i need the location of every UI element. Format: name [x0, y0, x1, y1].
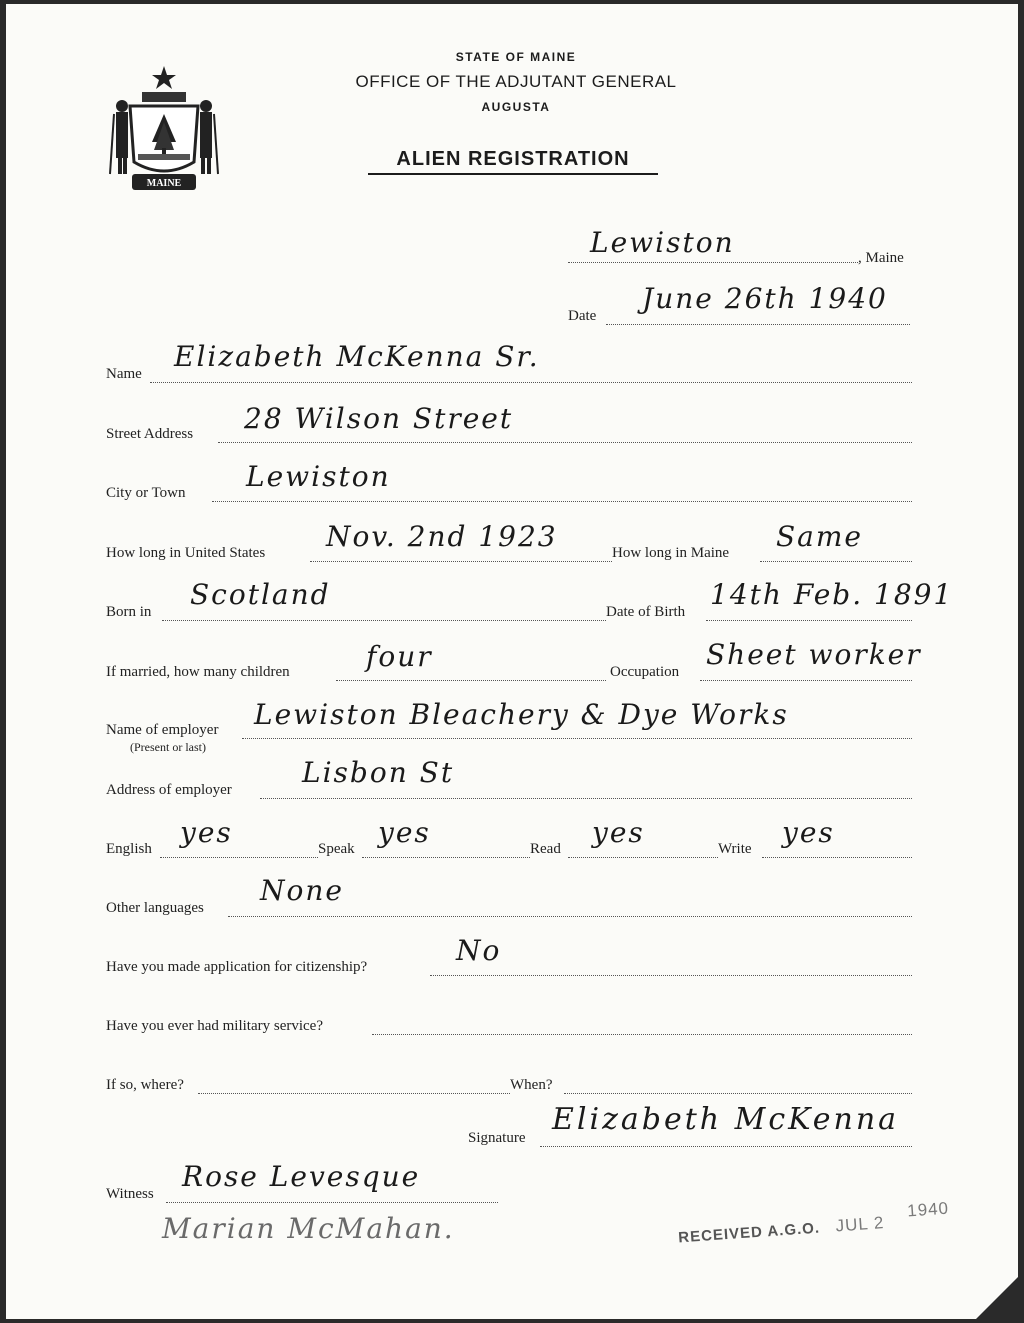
- name-label: Name: [106, 366, 142, 382]
- town-value: Lewiston: [590, 226, 735, 259]
- english-line: [160, 857, 318, 858]
- signature-label: Signature: [468, 1130, 526, 1146]
- date-line: [606, 324, 910, 325]
- signature-value: Elizabeth McKenna: [552, 1102, 900, 1137]
- town-line: [568, 262, 858, 263]
- military-line: [372, 1034, 912, 1035]
- header-state: STATE OF MAINE: [455, 50, 577, 64]
- occupation-label: Occupation: [610, 664, 680, 680]
- employer-address-label: Address of employer: [106, 782, 232, 798]
- other-languages-line: [228, 916, 912, 917]
- english-label: English: [106, 841, 152, 857]
- how-long-us-label: How long in United States: [106, 545, 266, 561]
- when-line: [564, 1093, 912, 1094]
- occupation-value: Sheet worker: [706, 638, 922, 671]
- citizenship-value: No: [456, 934, 502, 967]
- signature-line: [540, 1146, 912, 1147]
- born-in-line: [162, 620, 606, 621]
- stamp-received: RECEIVED A.G.O.: [677, 1219, 821, 1247]
- speak-value: yes: [378, 816, 431, 849]
- name-line: [150, 382, 912, 383]
- received-stamp: [677, 1198, 951, 1248]
- how-long-maine-label: How long in Maine: [612, 545, 730, 561]
- how-long-maine-value: Same: [776, 520, 863, 553]
- occupation-line: [700, 680, 912, 681]
- other-languages-value: None: [260, 874, 344, 907]
- other-languages-label: Other languages: [106, 900, 204, 916]
- page-fold-corner: [976, 1277, 1018, 1319]
- street-address-value: 28 Wilson Street: [244, 402, 514, 435]
- speak-label: Speak: [318, 841, 355, 857]
- where-label: If so, where?: [106, 1077, 184, 1093]
- military-label: Have you ever had military service?: [106, 1018, 323, 1034]
- speak-line: [362, 857, 530, 858]
- date-of-birth-line: [706, 620, 912, 621]
- street-address-label: Street Address: [106, 426, 194, 442]
- children-line: [336, 680, 606, 681]
- employer-sublabel: (Present or last): [130, 740, 206, 754]
- witness-line: [166, 1202, 498, 1203]
- read-label: Read: [530, 841, 561, 857]
- maine-label: , Maine: [858, 250, 904, 266]
- date-label: Date: [568, 308, 597, 324]
- english-value: yes: [180, 816, 233, 849]
- write-line: [762, 857, 912, 858]
- write-label: Write: [718, 841, 752, 857]
- witness-2-value: Marian McMahan.: [162, 1212, 455, 1245]
- how-long-us-line: [310, 561, 612, 562]
- citizenship-line: [430, 975, 912, 976]
- document-page: [6, 4, 1018, 1319]
- how-long-maine-line: [760, 561, 912, 562]
- witness-label: Witness: [106, 1186, 154, 1202]
- street-address-line: [218, 442, 912, 443]
- header-city: AUGUSTA: [481, 100, 551, 114]
- header-office: OFFICE OF THE ADJUTANT GENERAL: [355, 72, 677, 91]
- employer-address-value: Lisbon St: [302, 756, 455, 789]
- city-line: [212, 501, 912, 502]
- born-in-value: Scotland: [190, 578, 331, 611]
- date-of-birth-value: 14th Feb. 1891: [710, 578, 954, 611]
- form-title: ALIEN REGISTRATION: [368, 148, 658, 175]
- maine-state-seal-icon: [108, 62, 220, 194]
- citizenship-label: Have you made application for citizenship?: [106, 959, 368, 975]
- seal-text: MAINE: [146, 178, 182, 189]
- employer-value: Lewiston Bleachery & Dye Works: [254, 698, 789, 731]
- born-in-label: Born in: [106, 604, 152, 620]
- employer-label: Name of employer: [106, 722, 219, 738]
- read-value: yes: [592, 816, 645, 849]
- employer-address-line: [260, 798, 912, 799]
- children-label: If married, how many children: [106, 664, 290, 680]
- children-value: four: [366, 640, 433, 673]
- where-line: [198, 1093, 510, 1094]
- stamp-year: 1940: [906, 1198, 950, 1221]
- city-label: City or Town: [106, 485, 186, 501]
- date-value: June 26th 1940: [642, 282, 888, 315]
- employer-line: [242, 738, 912, 739]
- stamp-date: JUL 2: [834, 1213, 885, 1236]
- date-of-birth-label: Date of Birth: [606, 604, 686, 620]
- how-long-us-value: Nov. 2nd 1923: [326, 520, 558, 553]
- city-value: Lewiston: [246, 460, 391, 493]
- name-value: Elizabeth McKenna Sr.: [174, 340, 540, 373]
- witness-1-value: Rose Levesque: [182, 1160, 421, 1193]
- write-value: yes: [782, 816, 835, 849]
- read-line: [568, 857, 718, 858]
- when-label: When?: [510, 1077, 553, 1093]
